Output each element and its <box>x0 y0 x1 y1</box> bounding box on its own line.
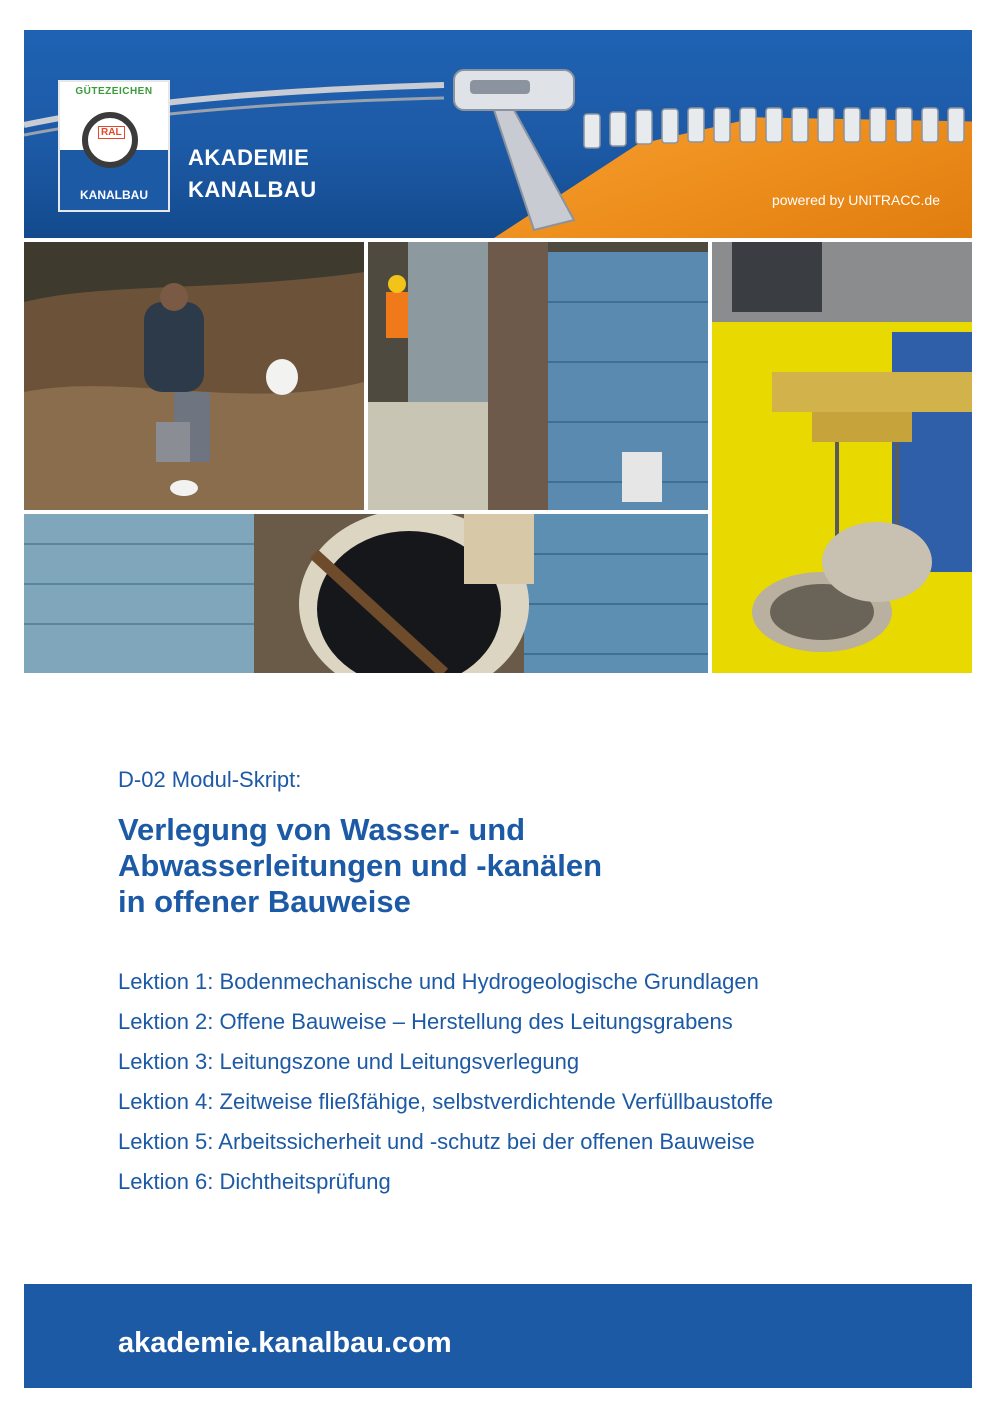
title-line: Verlegung von Wasser- und <box>118 812 526 847</box>
trench-shoring-worker-photo <box>368 242 708 510</box>
logo-badge: RAL <box>98 126 125 139</box>
soil-testing-photo <box>24 242 364 510</box>
powered-by: powered by UNITRACC.de <box>771 192 940 208</box>
title-line: in offener Bauweise <box>118 884 411 919</box>
document-title <box>118 812 878 920</box>
pipe-in-trench-photo <box>24 514 708 673</box>
brand-line2: KANALBAU <box>188 177 317 202</box>
lesson-list <box>118 962 773 1202</box>
ral-seal-icon <box>82 112 138 168</box>
guetezeichen-logo <box>58 80 170 212</box>
logo-bottom-text: KANALBAU <box>80 188 148 202</box>
lesson-item: Lektion 3: Leitungszone und Leitungsverlegung <box>118 1049 580 1074</box>
website-link[interactable]: akademie.kanalbau.com <box>118 1327 452 1359</box>
logo-top-text: GÜTEZEICHEN <box>75 86 153 97</box>
brand-line1: AKADEMIE <box>188 145 310 170</box>
title-line: Abwasserleitungen und -kanälen <box>118 848 603 883</box>
brand-name <box>188 142 317 206</box>
header-banner <box>24 30 972 238</box>
footer-bar <box>24 1284 972 1388</box>
lesson-item: Lektion 4: Zeitweise fließfähige, selbstverdichtende Verfüllbaustoffe <box>118 1089 774 1114</box>
lesson-item: Lektion 2: Offene Bauweise – Herstellung des Leitungsgrabens <box>118 1009 733 1034</box>
lesson-item: Lektion 5: Arbeitssicherheit und -schutz bei der offenen Bauweise <box>118 1129 755 1154</box>
lesson-item: Lektion 6: Dichtheitsprüfung <box>118 1169 391 1194</box>
module-label: D-02 Modul-Skript: <box>118 767 302 792</box>
crane-lowering-pipe-photo <box>712 242 972 673</box>
lesson-item: Lektion 1: Bodenmechanische und Hydrogeologische Grundlagen <box>118 969 759 994</box>
